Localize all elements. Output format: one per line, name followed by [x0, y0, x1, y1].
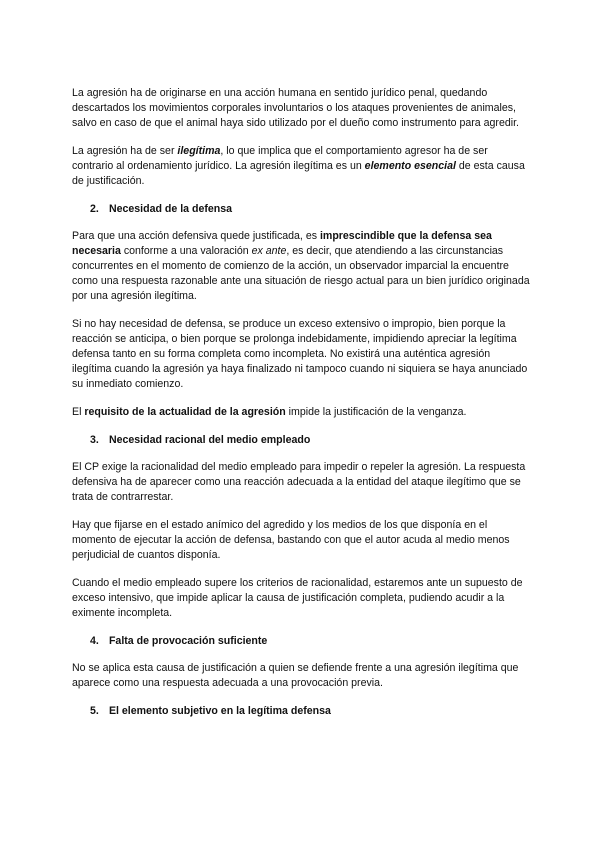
document-body: [72, 86, 530, 731]
emphasis-ex-ante: ex ante: [251, 245, 287, 257]
paragraph-agresion-humana: La agresión ha de originarse en una acción humana en sentido jurídico penal, quedando descartados los movimientos corporales involuntarios o los ataques provenientes de animales, salvo en caso de que el animal haya sido utilizado por el dueño como instrumento para agredir.: [72, 87, 519, 129]
paragraph-agresion-ilegitima: La agresión ha de ser ilegítima, lo que implica que el comportamiento agresor ha de ser contrario al ordenamiento jurídico. La agresión ilegítima es un elemento esencial de esta causa de justificación.: [72, 145, 525, 187]
paragraph-provocacion: No se aplica esta causa de justificación a quien se defiende frente a una agresión ilegítima que aparece como una respuesta adecuada a una provocación previa.: [72, 662, 519, 689]
section-heading-4: 4. Falta de provocación suficiente: [90, 635, 268, 647]
section-heading-2: 2. Necesidad de la defensa: [90, 203, 233, 215]
paragraph-estado-animico: Hay que fijarse en el estado anímico del agredido y los medios de los que disponía en el momento de ejecutar la acción de defensa, bastando con que el autor acuda al medio menos perjudicial de cuantos disponía.: [72, 519, 510, 561]
paragraph-accion-defensiva: Para que una acción defensiva quede justificada, es imprescindible que la defensa sea necesaria conforme a una valoración ex ante, es decir, que atendiendo a las circunstancias concurrentes en el momento de comienzo de la acción, un observador imparcial la encuentre como una respuesta razonable ante una situación de riesgo actual para un bien jurídico originada por una agresión ilegítima.: [72, 230, 530, 302]
section-heading-3: 3. Necesidad racional del medio empleado: [90, 434, 311, 446]
paragraph-exceso-extensivo: Si no hay necesidad de defensa, se produce un exceso extensivo o impropio, bien porque la reacción se anticipa, o bien porque se prolonga indebidamente, impidiendo apreciar la legítima defensa tanto en su forma completa como incompleta. No existirá una auténtica agresión ilegítima cuando la agresión ya haya finalizado ni tampoco cuando ni siquiera se haya anunciado su inmediato comienzo.: [72, 318, 528, 390]
emphasis-imprescindible: imprescindible que la defensa sea necesaria: [72, 230, 492, 257]
emphasis-elemento-esencial: elemento esencial: [364, 160, 456, 172]
emphasis-ilegitima: ilegítima: [177, 145, 221, 157]
paragraph-actualidad: El requisito de la actualidad de la agresión impide la justificación de la venganza.: [72, 406, 467, 418]
paragraph-racionalidad: El CP exige la racionalidad del medio empleado para impedir o repeler la agresión. La respuesta defensiva ha de aparecer como una reacción adecuada a la entidad del ataque ilegítimo que se trata de contrarrestar.: [72, 461, 526, 503]
paragraph-exceso-intensivo: Cuando el medio empleado supere los criterios de racionalidad, estaremos ante un supuesto de exceso intensivo, que impide aplicar la causa de justificación completa, pudiendo acudir a la eximente incompleta.: [72, 577, 523, 619]
section-heading-5: 5. El elemento subjetivo en la legítima defensa: [90, 705, 331, 717]
emphasis-requisito-actualidad: requisito de la actualidad de la agresión: [84, 406, 286, 418]
